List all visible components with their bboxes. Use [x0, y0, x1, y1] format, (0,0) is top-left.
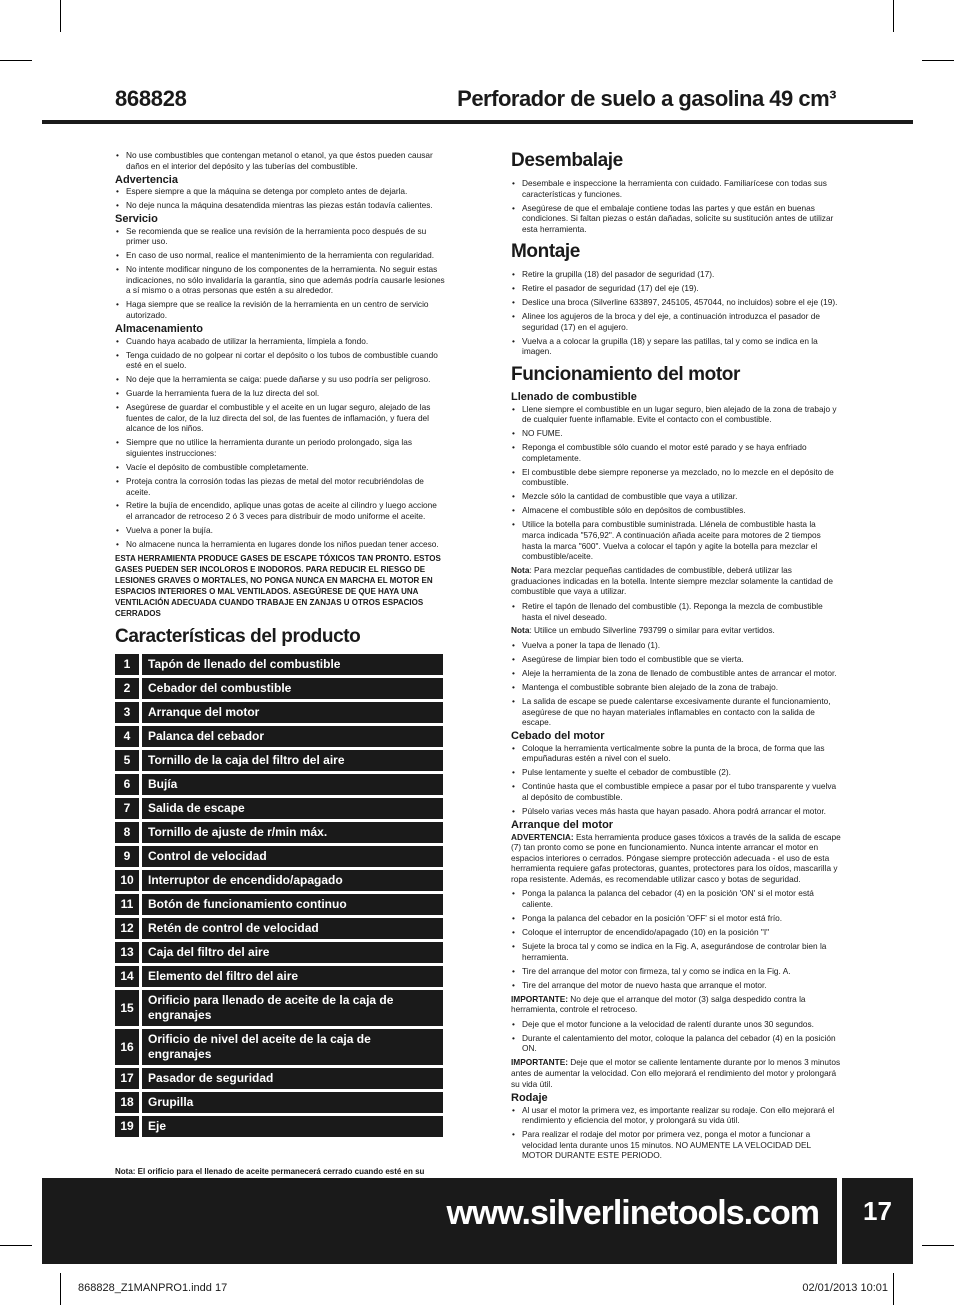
- advertencia-heading: Advertencia: [115, 173, 178, 186]
- feature-row: [115, 846, 443, 867]
- list-item: • Utilice la botella para combustible suministrada. Llénela de combustible hasta la marca indicada "576,92". A continuación añada aceite para motores de 2 tiempos hasta la marca "600". Vuelva a colocar el tapón y agite la botella para mezclar el combustible/aceite.: [511, 519, 841, 561]
- feature-row: [115, 1092, 443, 1113]
- list-item: • Coloque la herramienta verticalmente sobre la punta de la broca, de forma que las empuñaduras estén a nivel con el suelo.: [511, 743, 841, 764]
- feature-label: Retén de control de velocidad: [142, 918, 443, 939]
- llenado-heading: Llenado de combustible: [511, 391, 637, 404]
- list-item: • Asegúrese de limpiar bien todo el combustible que se vierta.: [511, 654, 841, 665]
- list-item: • Para realizar el rodaje del motor por primera vez, ponga el motor a funcionar a velocidad lenta durante unos 15 minutos. NO AUMENTE LA VELOCIDAD DEL MOTOR DURANTE ESTE PERIODO.: [511, 1129, 841, 1161]
- list-item: • Asegúrese de que el embalaje contiene todas las partes y que están en buenas condiciones. Si faltan piezas o están dañadas, solicite su sustitución antes de utilizar esta herramienta.: [511, 203, 841, 235]
- feature-row: [115, 822, 443, 843]
- feature-number: 16: [115, 1029, 139, 1065]
- list-item: • Durante el calentamiento del motor, coloque la palanca del cebador (4) en la posición ON.: [511, 1033, 841, 1054]
- list-item: • Mezcle sólo la cantidad de combustible que vaya a utilizar.: [511, 491, 841, 502]
- list-item: • Vuelva a poner la tapa de llenado (1).: [511, 640, 841, 651]
- feature-number: 5: [115, 750, 139, 771]
- list-item: • Vacíe el depósito de combustible completamente.: [115, 462, 445, 473]
- website-link[interactable]: www.silverlinetools.com: [446, 1194, 819, 1232]
- feature-row: [115, 942, 443, 963]
- feature-number: 13: [115, 942, 139, 963]
- feature-number: 4: [115, 726, 139, 747]
- feature-label: Tornillo de la caja del filtro del aire: [142, 750, 443, 771]
- features-note: Nota: El orificio para el llenado de aceite permanecerá cerrado cuando esté en su: [115, 1167, 425, 1177]
- list-item: • Tenga cuidado de no golpear ni cortar el depósito o los tubos de combustible cuando esté en el suelo.: [115, 350, 445, 371]
- cebado-heading: Cebado del motor: [511, 730, 605, 743]
- feature-number: 14: [115, 966, 139, 987]
- feature-row: [115, 966, 443, 987]
- left-column: [115, 150, 445, 1188]
- crop-mark: [922, 1245, 954, 1246]
- crop-mark: [893, 1273, 894, 1305]
- list-item: • Coloque el interruptor de encendido/apagado (10) en la posición "I": [511, 927, 841, 938]
- feature-row: [115, 1068, 443, 1089]
- crop-mark: [893, 0, 894, 32]
- list-item: • Guarde la herramienta fuera de la luz directa del sol.: [115, 388, 445, 399]
- motor-heading: Funcionamiento del motor: [511, 364, 740, 386]
- feature-label: Salida de escape: [142, 798, 443, 819]
- arranque-heading: Arranque del motor: [511, 818, 614, 831]
- feature-row: [115, 918, 443, 939]
- feature-label: Caja del filtro del aire: [142, 942, 443, 963]
- page-number: 17: [842, 1178, 913, 1264]
- list-item: • Retire el pasador de seguridad (17) del eje (19).: [511, 283, 841, 294]
- product-code: 868828: [115, 86, 187, 111]
- rodaje-list: [511, 1105, 841, 1161]
- feature-number: 19: [115, 1116, 139, 1137]
- advertencia-para: ADVERTENCIA: Esta herramienta produce gases tóxicos a través de la salida de escape (7) tan pronto como se pone en funcionamiento. Nunca intente arrancar el motor en espacios interiores o cerrados. Póngase siempre protección adecuada - el uso de esta herramienta requiere gafas protectoras, guantes, protectores para los oídos, mascarilla y ropa resistente. Además, es recomendable utilizar casco y botas de seguridad.: [511, 831, 841, 884]
- exhaust-warning: ESTA HERRAMIENTA PRODUCE GASES DE ESCAPE TÓXICOS TAN PRONTO. ESTOS GASES PUEDEN SER INCOLOROS E INODOROS. PARA REDUCIR EL RIESGO DE LESIONES GRAVES O MORTALES, NO PONGA NUNCA EN MARCHA EL MOTOR EN ESPACIOS INTERIORES O MAL VENTILADOS. ASEGÚRESE DE QUE HAYA UNA VENTILACIÓN ADECUADA CUANDO TRABAJE EN ZANJAS U OTROS ESPACIOS CERRADOS: [115, 554, 441, 619]
- list-item: • Espere siempre a que la máquina se detenga por completo antes de dejarla.: [115, 186, 445, 197]
- feature-number: 12: [115, 918, 139, 939]
- list-item: • Sujete la broca tal y como se indica en la Fig. A, asegurándose de controlar bien la herramienta.: [511, 941, 841, 962]
- right-column: [511, 150, 841, 1164]
- arranque-list: [511, 888, 841, 990]
- list-item: • Proteja contra la corrosión todas las piezas de metal del motor recubriéndolas de aceite.: [115, 476, 445, 497]
- feature-number: 10: [115, 870, 139, 891]
- list-item: • Almacene el combustible sólo en depósitos de combustibles.: [511, 505, 841, 516]
- list-item: • NO FUME.: [511, 428, 841, 439]
- list-item: • Llene siempre el combustible en un lugar seguro, bien alejado de la zona de trabajo y de cualquier fuente inflamable. Evite el contacto con el combustible.: [511, 404, 841, 425]
- almacenamiento-list: [115, 336, 445, 550]
- features-heading: Características del producto: [115, 626, 361, 648]
- list-item: • La salida de escape se puede calentarse excesivamente durante el funcionamiento, asegúrese de que no hayan materiales inflamables en contacto con la salida de escape.: [511, 696, 841, 728]
- list-item: • Ponga la palanca del cebador en la posición 'OFF' si el motor está frío.: [511, 913, 841, 924]
- feature-label: Eje: [142, 1116, 443, 1137]
- feature-label: Arranque del motor: [142, 702, 443, 723]
- list-item: • No deje nunca la máquina desatendida mientras las piezas están todavía calientes.: [115, 200, 445, 211]
- list-item: • Alinee los agujeros de la broca y del eje, a continuación introduzca el pasador de seguridad (17) en el agujero.: [511, 311, 841, 332]
- list-item: • Mantenga el combustible sobrante bien alejado de la zona de trabajo.: [511, 682, 841, 693]
- feature-label: Tapón de llenado del combustible: [142, 654, 443, 675]
- feature-label: Bujía: [142, 774, 443, 795]
- list-item: • Púlselo varias veces más hasta que hayan pasado. Ahora podrá arrancar el motor.: [511, 806, 841, 817]
- almacenamiento-heading: Almacenamiento: [115, 323, 204, 336]
- crop-mark: [0, 60, 32, 61]
- list-item: • Deje que el motor funcione a la velocidad de ralentí durante unos 30 segundos.: [511, 1019, 841, 1030]
- crop-mark: [60, 0, 61, 32]
- feature-row: [115, 678, 443, 699]
- feature-label: Tornillo de ajuste de r/min máx.: [142, 822, 443, 843]
- llenado-list: [511, 404, 841, 562]
- montaje-heading: Montaje: [511, 241, 580, 263]
- llenado-list-2: [511, 601, 841, 622]
- list-item: • Reponga el combustible sólo cuando el motor esté parado y se haya enfriado completamente.: [511, 442, 841, 463]
- feature-number: 3: [115, 702, 139, 723]
- desembalaje-list: [511, 178, 841, 234]
- list-item: • Deslice una broca (Silverline 633897, 245105, 457044, no incluidos) sobre el eje (19).: [511, 297, 841, 308]
- file-slug: 868828_Z1MANPRO1.indd 17: [78, 1282, 228, 1294]
- list-item: • Vuelva a a colocar la grupilla (18) y separe las patillas, tal y como se indica en la imagen.: [511, 336, 841, 357]
- feature-label: Cebador del combustible: [142, 678, 443, 699]
- feature-label: Control de velocidad: [142, 846, 443, 867]
- list-item: • Ponga la palanca la palanca del cebador (4) en la posición 'ON' si el motor está caliente.: [511, 888, 841, 909]
- feature-label: Elemento del filtro del aire: [142, 966, 443, 987]
- feature-number: 18: [115, 1092, 139, 1113]
- crop-mark: [0, 1245, 32, 1246]
- feature-row: [115, 726, 443, 747]
- feature-row: [115, 990, 443, 1026]
- feature-row: [115, 798, 443, 819]
- list-item: • Se recomienda que se realice una revisión de la herramienta poco después de su primer uso.: [115, 226, 445, 247]
- feature-row: [115, 1116, 443, 1137]
- feature-row: [115, 702, 443, 723]
- advertencia-list: [115, 186, 445, 211]
- montaje-list: [511, 269, 841, 357]
- list-item: • Cuando haya acabado de utilizar la herramienta, límpiela a fondo.: [115, 336, 445, 347]
- feature-row: [115, 774, 443, 795]
- feature-number: 8: [115, 822, 139, 843]
- feature-label: Orificio de nivel del aceite de la caja de engranajes: [142, 1029, 443, 1065]
- list-item: • En caso de uso normal, realice el mantenimiento de la herramienta con regularidad.: [115, 250, 445, 261]
- nota-1: Nota: Para mezclar pequeñas cantidades de combustible, deberá utilizar las graduaciones indicadas en la botella. Intente siempre mezclar solamente la cantidad de combustible que vaya a utilizar.: [511, 565, 833, 597]
- date-slug: 02/01/2013 10:01: [802, 1282, 888, 1294]
- feature-row: [115, 894, 443, 915]
- rodaje-heading: Rodaje: [511, 1092, 548, 1105]
- intro-list: [115, 150, 445, 171]
- feature-number: 9: [115, 846, 139, 867]
- list-item: • Retire la bujía de encendido, aplique unas gotas de aceite al cilindro y luego accione el arrancador de retroceso 2 ó 3 veces para distribuir de modo uniforme el aceite.: [115, 500, 445, 521]
- list-item: • Retire la grupilla (18) del pasador de seguridad (17).: [511, 269, 841, 280]
- crop-mark: [60, 1273, 61, 1305]
- servicio-heading: Servicio: [115, 213, 158, 226]
- list-item: • Continúe hasta que el combustible empiece a pasar por el tubo transparente y vuelva al depósito de combustible.: [511, 781, 841, 802]
- feature-label: Grupilla: [142, 1092, 443, 1113]
- importante-2: IMPORTANTE: Deje que el motor se caliente lentamente durante por lo menos 3 minutos antes de aumentar la velocidad. Con ello mejorará el rendimiento del motor y prolongará su vida útil.: [511, 1057, 841, 1089]
- llenado-list-3: [511, 640, 841, 728]
- crop-mark: [922, 60, 954, 61]
- header-rule: [42, 120, 913, 124]
- feature-row: [115, 750, 443, 771]
- page-title: Perforador de suelo a gasolina 49 cm³: [457, 86, 836, 111]
- list-item: • Aleje la herramienta de la zona de llenado de combustible antes de arrancar el motor.: [511, 668, 841, 679]
- list-item: • Asegúrese de guardar el combustible y el aceite en un lugar seguro, alejado de las fuentes de calor, de la luz directa del sol, de las fuentes de inflamación, y fuera del alcance de los niños.: [115, 402, 445, 434]
- feature-label: Interruptor de encendido/apagado: [142, 870, 443, 891]
- desembalaje-heading: Desembalaje: [511, 150, 623, 171]
- feature-number: 15: [115, 990, 139, 1026]
- features-list: [115, 654, 443, 1137]
- nota-2: Nota: Utilice un embudo Silverline 793799 o similar para evitar vertidos.: [511, 625, 775, 636]
- feature-row: [115, 870, 443, 891]
- list-item: • Pulse lentamente y suelte el cebador de combustible (2).: [511, 767, 841, 778]
- list-item: • No almacene nunca la herramienta en lugares donde los niños puedan tener acceso.: [115, 539, 445, 550]
- list-item: • Retire el tapón de llenado del combustible (1). Reponga la mezcla de combustible hasta el nivel deseado.: [511, 601, 841, 622]
- list-item: • Tire del arranque del motor de nuevo hasta que arranque el motor.: [511, 980, 841, 991]
- list-item: • Siempre que no utilice la herramienta durante un periodo prolongado, siga las siguientes instrucciones:: [115, 437, 445, 458]
- feature-number: 2: [115, 678, 139, 699]
- feature-number: 11: [115, 894, 139, 915]
- list-item: • Vuelva a poner la bujía.: [115, 525, 445, 536]
- servicio-list: [115, 226, 445, 321]
- list-item: • Haga siempre que se realice la revisión de la herramienta en un centro de servicio autorizado.: [115, 299, 445, 320]
- feature-row: [115, 1029, 443, 1065]
- list-item: • No use combustibles que contengan metanol o etanol, ya que éstos pueden causar daños en el interior del depósito y las tuberías del combustible.: [115, 150, 445, 171]
- footer-bar: [42, 1178, 837, 1264]
- feature-row: [115, 654, 443, 675]
- feature-number: 6: [115, 774, 139, 795]
- arranque-list-2: [511, 1019, 841, 1054]
- list-item: • Desembale e inspeccione la herramienta con cuidado. Familiarícese con todas sus características y funciones.: [511, 178, 841, 199]
- feature-number: 1: [115, 654, 139, 675]
- feature-number: 7: [115, 798, 139, 819]
- feature-label: Botón de funcionamiento continuo: [142, 894, 443, 915]
- importante-1: IMPORTANTE: No deje que el arranque del motor (3) salga despedido contra la herramienta, controle el retroceso.: [511, 993, 806, 1015]
- list-item: • Al usar el motor la primera vez, es importante realizar su rodaje. Con ello mejorará el rendimiento y eficiencia del motor, y prolongará su vida útil.: [511, 1105, 841, 1126]
- feature-label: Pasador de seguridad: [142, 1068, 443, 1089]
- list-item: • No intente modificar ninguno de los componentes de la herramienta. No seguir estas indicaciones, no sólo invalidaría la garantía, sino que además podría causarle lesiones a sí mismo o a otras personas que estén a su alrededor.: [115, 264, 445, 296]
- list-item: • No deje que la herramienta se caiga: puede dañarse y su uso podría ser peligroso.: [115, 374, 445, 385]
- feature-number: 17: [115, 1068, 139, 1089]
- feature-label: Orificio para llenado de aceite de la caja de engranajes: [142, 990, 443, 1026]
- list-item: • El combustible debe siempre reponerse ya mezclado, no lo mezcle en el depósito de combustible.: [511, 467, 841, 488]
- cebado-list: [511, 743, 841, 817]
- list-item: • Tire del arranque del motor con firmeza, tal y como se indica en la Fig. A.: [511, 966, 841, 977]
- feature-label: Palanca del cebador: [142, 726, 443, 747]
